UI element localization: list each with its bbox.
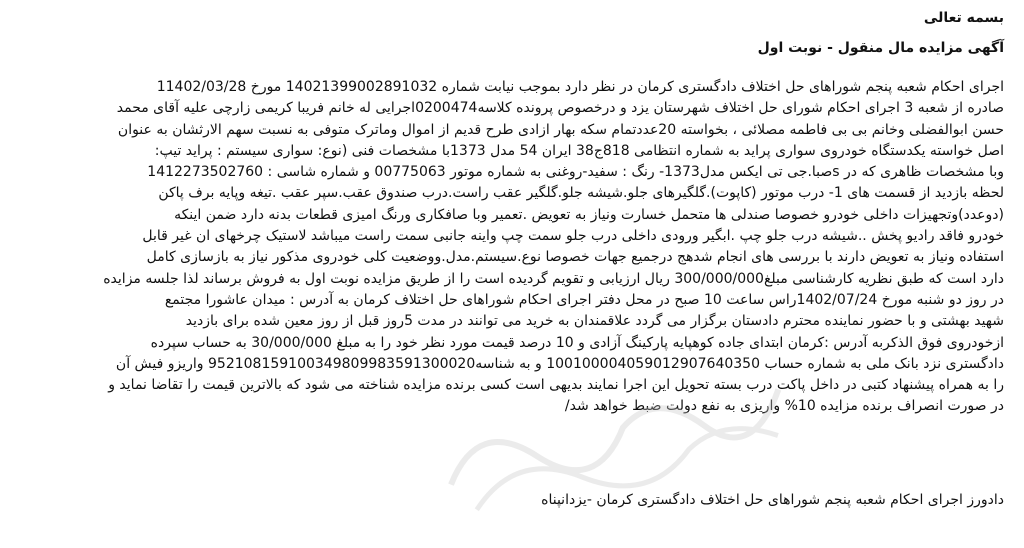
body-line: لحظه بازدید از قسمت های 1- درب موتور (کاپوت).گلگیرهای جلو.شیشه جلو.گلگیر عقب راست.درب صندوق عقب.سپر عقب .تیغه وپایه برف پاکن — [158, 185, 1004, 202]
body-line: اصل خواسته یکدستگاه خودروی سواری پراید به شماره انتظامی 818ج38 ایران 54 مدل 1373با مشخصات فنی (نوع: سواری سیستم : پراید تیپ: — [154, 142, 1004, 159]
body-line: (دوعدد)وتجهیزات داخلی خودرو خصوصا صندلی ها متحمل خسارت ونیاز به تعویض .تعمیر وبا صافکاری ورنگ امیزی قطعات بدنه دارد ضمن اینکه — [174, 206, 1004, 223]
body-line: دادگستری نزد بانک ملی به شماره حساب 100100004059012907640350 و به شناسه952108159100349809983591300020 واریزو فیش آن — [115, 355, 1004, 372]
notice-title: آگهی مزایده مال منقول - نوبت اول — [757, 40, 1004, 56]
body-line: دارد است که طبق نظریه کارشناسی مبلغ300/000/000 ریال ارزیابی و تقویم گردیده است را از طریق مزایده نوبت اول به فروش برساند لذا جلسه مزایده — [103, 270, 1004, 287]
body-line: را به همراه پیشنهاد کتبی در داخل پاکت درب بسته تحویل این اجرا نمایند بدیهی است کسی برنده مزایده شناخته می شود که بالاترین قیمت را تقاضا نماید و — [108, 377, 1004, 394]
body-line: حسن ابوالفضلی وخانم بی بی فاطمه مصلائی ، بخواسته 20عددتمام سکه بهار ازادی طرح قدیم از اموال وماترک متوفی به نسبت سهم الارثشان به عنوان — [117, 121, 1004, 138]
body-line: خودرو فاقد رادیو پخش ..شیشه درب جلو چپ .ابگیر ورودی داخلی درب جلو سمت چپ واینه جانبی سمت راست میباشد لاستیک چرخهای ان غیر قابل — [142, 228, 1004, 245]
notice-body — [18, 77, 1004, 418]
body-line: اجرای احکام شعبه پنجم شوراهای حل اختلاف دادگستری کرمان در نظر دارد بموجب نیابت شماره 14021399002891032 مورخ 11402/03/28 — [156, 79, 1004, 95]
body-line: وبا مشخصات ظاهری که در sصبا.جی تی ایکس مدل1373- رنگ : سفید-روغنی به شماره موتور 00775063 و شماره شاسی : 1412273502760 — [147, 164, 1004, 181]
basmala-heading: بسمه تعالی — [923, 10, 1004, 26]
body-line: صادره از شعبه 3 اجرای احکام شورای حل اختلاف شهرستان یزد و درخصوص پرونده کلاسه0200474اجرایی له خانم فریبا کریمی زارچی علیه آقای محمد — [116, 100, 1004, 117]
signature-line: دادورز اجرای احکام شعبه پنجم شوراهای حل اختلاف دادگستری کرمان -یزدانپناه — [541, 492, 1004, 508]
body-line: در صورت انصراف برنده مزایده 10% واریزی به نفع دولت ضبط خواهد شد/ — [564, 398, 1004, 415]
body-line: شهید بهشتی و با حضور نماینده محترم دادستان برگزار می گردد علاقمندان به خرید می توانند در مدت 5روز قبل از روز معین شده برای بازدید — [185, 313, 1004, 330]
body-line: ازخودروی فوق الذکربه آدرس :کرمان ابتدای جاده کوهپایه پارکینگ آزادی و 10 درصد قیمت مورد نظر خود را به مبلغ 30/000/000 به حساب سپرده — [150, 334, 1004, 351]
body-line: استفاده ونیاز به تعویض دارند با بررسی های انجام شدهج درجمیع جهات خصوصا نوع.سیستم.مدل.ووضعیت کلی خودروی مذکور نیاز به بازسازی کامل — [146, 249, 1004, 266]
body-line: در روز دو شنبه مورخ 1402/07/24راس ساعت 10 صبح در محل دفتر اجرای احکام شوراهای حل اختلاف کرمان به آدرس : میدان عاشورا مجتمع — [164, 291, 1004, 308]
